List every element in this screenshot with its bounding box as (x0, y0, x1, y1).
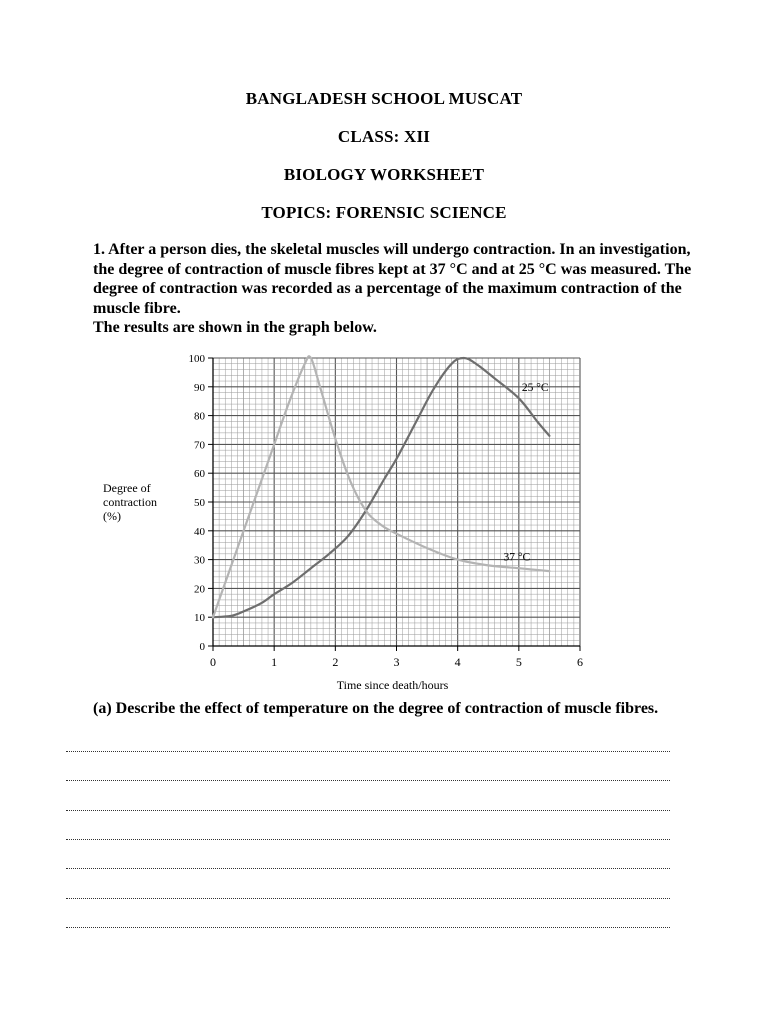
series-37c-label: 37 °C (503, 551, 531, 564)
y-tick-label: 80 (194, 410, 205, 423)
answer-line (66, 927, 670, 928)
answer-line (66, 868, 670, 869)
y-axis-label-line: contraction (103, 495, 157, 509)
x-tick-label: 1 (271, 655, 278, 669)
x-tick-label: 0 (210, 655, 216, 669)
school-name: BANGLADESH SCHOOL MUSCAT (245, 89, 523, 108)
answer-line (66, 751, 670, 752)
y-axis-label-line: Degree of (103, 481, 151, 495)
question-1 (93, 240, 693, 338)
x-tick-label: 6 (577, 655, 583, 669)
x-axis-label: Time since death/hours (336, 678, 449, 692)
y-tick-label: 90 (194, 381, 205, 394)
y-tick-label: 60 (194, 468, 205, 481)
contraction-graph (95, 345, 595, 695)
x-tick-label: 4 (454, 655, 461, 669)
chart-grid (213, 358, 580, 646)
y-tick-label: 10 (194, 612, 205, 625)
y-tick-label: 30 (194, 554, 205, 567)
question-1-results-line: The results are shown in the graph below. (93, 319, 377, 336)
worksheet-title: BIOLOGY WORKSHEET (283, 165, 485, 184)
class-label: CLASS: XII (337, 127, 431, 146)
y-tick-label: 100 (188, 353, 205, 365)
question-1a: (a) Describe the effect of temperature on the degree of contraction of muscle fibres. (93, 700, 659, 717)
x-tick-label: 5 (515, 655, 522, 669)
topic-title: TOPICS: FORENSIC SCIENCE (261, 203, 507, 222)
answer-line (66, 810, 670, 811)
question-1-intro: 1. After a person dies, the skeletal muscles will undergo contraction. In an investigation, the degree of contraction of muscle fibres kept at 37 °C and at 25 °C was measured. The degree of contraction was recorded as a percentage of the maximum contraction of the muscle fibre. (93, 241, 692, 317)
y-axis-label-line: (%) (103, 509, 121, 523)
x-tick-label: 2 (332, 655, 339, 669)
answer-line (66, 839, 670, 840)
answer-line (66, 780, 670, 781)
y-tick-label: 0 (199, 641, 205, 653)
y-tick-label: 40 (194, 525, 205, 538)
series-25c-label: 25 °C (521, 381, 549, 394)
answer-line (66, 898, 670, 899)
y-tick-label: 20 (194, 583, 205, 596)
y-tick-label: 50 (194, 497, 205, 509)
y-tick-label: 70 (194, 439, 205, 452)
x-tick-label: 3 (393, 655, 400, 669)
